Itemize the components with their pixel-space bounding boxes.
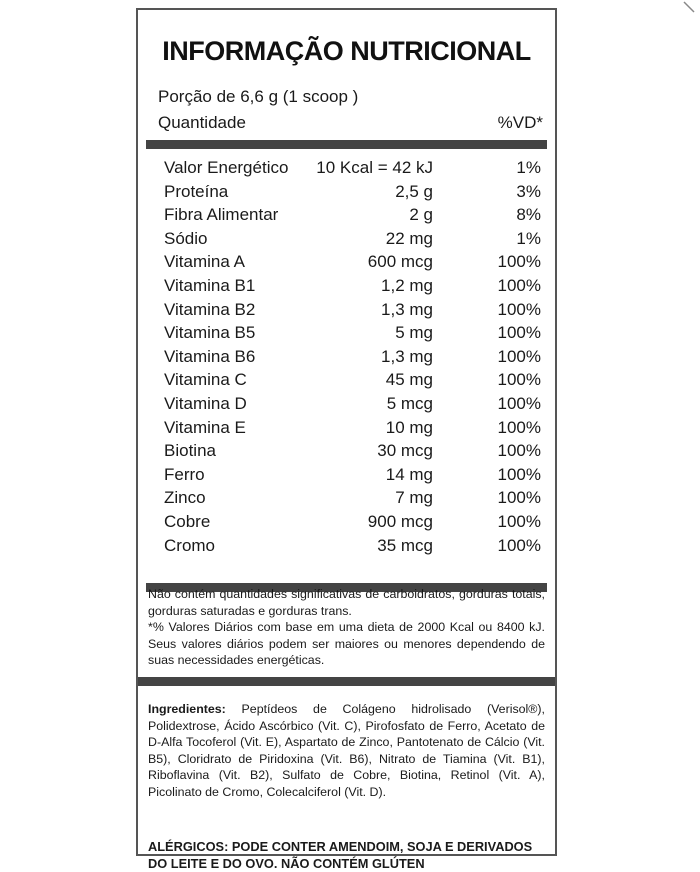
nutrient-amount: 5 mg <box>395 323 433 343</box>
nutrient-amount: 7 mg <box>395 488 433 508</box>
nutrient-row <box>146 488 547 512</box>
nutrient-amount: 5 mcg <box>386 394 433 413</box>
nutrient-amount: 22 mg <box>385 228 433 248</box>
nutrient-dv: 100% <box>497 299 541 319</box>
nutrient-amount: 2 g <box>409 205 433 225</box>
nutrient-name: Vitamina B5 <box>164 323 256 343</box>
nutrient-name: Zinco <box>164 488 206 508</box>
nutrient-table <box>146 153 547 592</box>
nutrient-name: Cobre <box>164 512 211 531</box>
ingredients-label: Ingredientes: <box>148 702 226 716</box>
label-notes <box>148 586 545 669</box>
nutrient-dv: 1% <box>516 158 541 177</box>
note-no-significant: Não contém quantidades significativas de carboidratos, gorduras totais, gorduras saturadas e gorduras trans. <box>148 587 545 618</box>
quantity-header: Quantidade <box>158 113 246 132</box>
nutrient-amount: 900 mcg <box>367 512 433 531</box>
nutrient-row <box>146 182 547 206</box>
nutrient-name: Vitamina E <box>164 417 246 437</box>
nutrient-amount: 14 mg <box>385 464 433 484</box>
nutrient-row <box>146 347 547 371</box>
nutrient-amount: 35 mcg <box>377 535 433 555</box>
table-header <box>146 110 547 149</box>
nutrient-amount: 2,5 g <box>395 181 433 201</box>
nutrient-row <box>146 536 547 560</box>
nutrient-dv: 100% <box>497 252 541 272</box>
nutrient-amount: 10 mg <box>385 417 433 437</box>
nutrient-row <box>146 229 547 253</box>
nutrient-row <box>146 276 547 300</box>
nutrient-amount: 1,3 mg <box>381 299 433 319</box>
nutrient-row <box>146 370 547 394</box>
nutrient-name: Vitamina C <box>164 370 247 390</box>
nutrient-row <box>146 394 547 418</box>
note-daily-values: *% Valores Diários com base em uma dieta de 2000 Kcal ou 8400 kJ. Seus valores diários podem ser maiores ou menores dependendo de suas necessidades energéticas. <box>148 620 545 667</box>
corner-mark-icon <box>682 0 696 14</box>
nutrient-row <box>146 512 547 536</box>
ingredients-text <box>148 701 545 800</box>
nutrient-dv: 8% <box>516 205 541 225</box>
nutrient-dv: 100% <box>497 464 541 484</box>
nutrient-amount: 600 mcg <box>367 252 433 272</box>
nutrient-dv: 100% <box>497 512 541 531</box>
allergens-warning: ALÉRGICOS: PODE CONTER AMENDOIM, SOJA E DERIVADOS DO LEITE E DO OVO. NÃO CONTÉM GLÚTEN <box>148 839 533 871</box>
nutrition-label <box>136 8 557 871</box>
nutrient-dv: 100% <box>497 417 541 437</box>
nutrient-name: Fibra Alimentar <box>164 205 279 225</box>
nutrient-amount: 10 Kcal = 42 kJ <box>316 158 433 177</box>
nutrient-amount: 1,2 mg <box>381 276 433 295</box>
nutrient-name: Ferro <box>164 464 205 484</box>
nutrient-dv: 100% <box>497 276 541 295</box>
nutrient-dv: 1% <box>516 228 541 248</box>
nutrient-dv: 100% <box>497 535 541 555</box>
nutrient-dv: 100% <box>497 370 541 390</box>
nutrient-amount: 1,3 mg <box>381 346 433 366</box>
nutrient-name: Vitamina B2 <box>164 299 256 319</box>
nutrient-dv: 100% <box>497 488 541 508</box>
nutrient-dv: 3% <box>516 181 541 201</box>
nutrient-dv: 100% <box>497 394 541 413</box>
nutrient-name: Valor Energético <box>164 158 289 177</box>
nutrient-name: Sódio <box>164 228 208 248</box>
nutrient-name: Vitamina D <box>164 394 247 413</box>
nutrient-dv: 100% <box>497 323 541 343</box>
nutrient-name: Biotina <box>164 441 216 461</box>
nutrient-amount: 45 mg <box>385 370 433 390</box>
nutrient-row <box>146 252 547 276</box>
ingredients-list: Peptídeos de Colágeno hidrolisado (Verisol®), Polidextrose, Ácido Ascórbico (Vit. C), Pirofosfato de Ferro, Acetato de D-Alfa Tocoferol (Vit. E), Aspartato de Zinco, Pantotenato de Cálcio (Vit. B5), Cloridrato de Piridoxina (Vit. B6), Nitrato de Tiamina (Vit. B1), Riboflavina (Vit. B2), Sulfato de Cobre, Biotina, Retinol (Vit. A), Picolinato de Cromo, Colecalciferol (Vit. D). <box>148 702 545 799</box>
nutrient-name: Vitamina A <box>164 252 245 272</box>
nutrient-name: Vitamina B6 <box>164 346 256 366</box>
nutrient-row <box>146 465 547 489</box>
nutrient-row <box>146 441 547 465</box>
ingredients-section <box>138 677 555 871</box>
nutrient-row <box>146 323 547 347</box>
nutrient-name: Cromo <box>164 535 216 555</box>
nutrient-row <box>146 418 547 442</box>
nutrient-dv: 100% <box>497 441 541 461</box>
nutrient-name: Proteína <box>164 181 229 201</box>
label-title: INFORMAÇÃO NUTRICIONAL <box>162 36 531 66</box>
nutrient-amount: 30 mcg <box>377 441 433 461</box>
nutrient-row <box>146 158 547 182</box>
portion-size: Porção de 6,6 g (1 scoop ) <box>158 87 359 106</box>
nutrient-name: Vitamina B1 <box>164 276 256 295</box>
nutrient-row <box>146 300 547 324</box>
dv-header: %VD* <box>497 113 543 132</box>
nutrient-dv: 100% <box>497 346 541 366</box>
nutrient-row <box>146 205 547 229</box>
